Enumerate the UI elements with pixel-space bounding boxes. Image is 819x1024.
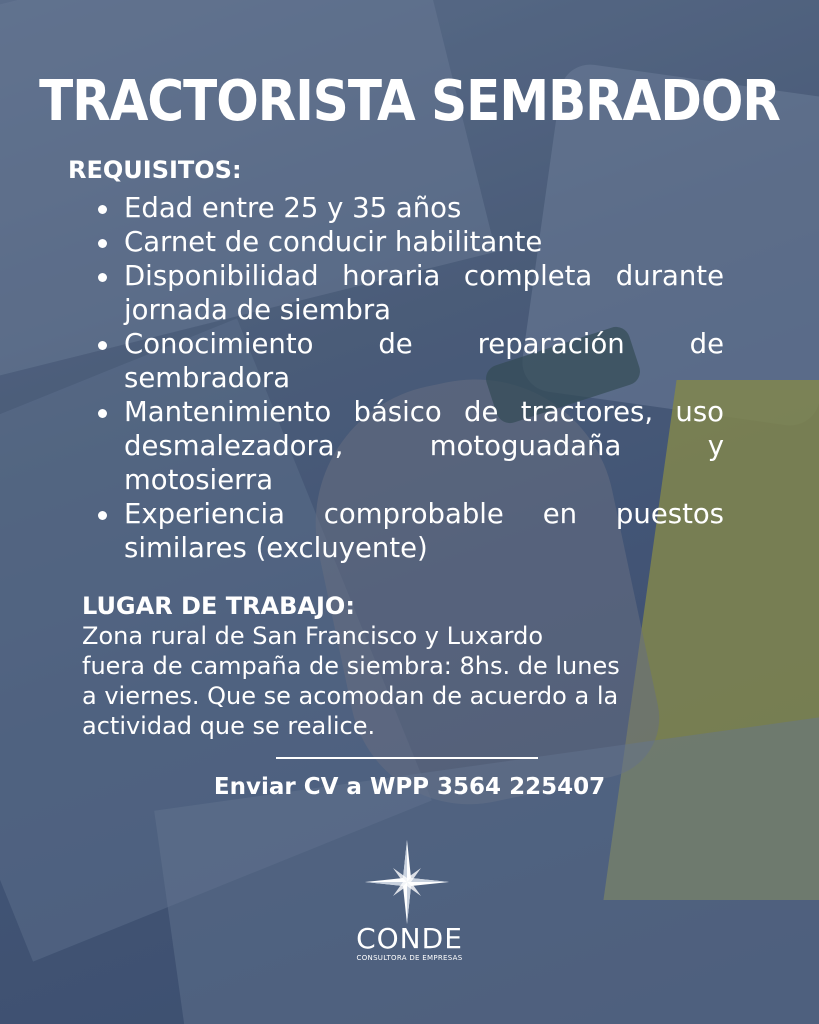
divider-line xyxy=(276,757,538,759)
contact-text: Enviar CV a WPP 3564 225407 xyxy=(213,774,606,800)
requirement-item: Edad entre 25 y 35 años xyxy=(98,191,724,225)
logo-subtitle: CONSULTORA DE EMPRESAS xyxy=(356,954,463,962)
logo-name: CONDE xyxy=(356,922,463,955)
requirement-item: Conocimiento de reparación de sembradora xyxy=(98,327,724,395)
requirement-item: Experiencia comprobable en puestos similares (excluyente) xyxy=(98,497,724,565)
workplace-line: actividad que se realice. xyxy=(82,712,376,740)
requirements-list xyxy=(98,191,724,565)
requirement-item: Mantenimiento básico de tractores, uso desmalezadora, motoguadaña y motosierra xyxy=(98,395,724,497)
requirements-label: REQUISITOS: xyxy=(68,156,242,184)
workplace-line: Zona rural de San Francisco y Luxardo xyxy=(82,622,544,650)
requirement-item: Carnet de conducir habilitante xyxy=(98,225,724,259)
requirement-item: Disponibilidad horaria completa durante jornada de siembra xyxy=(98,259,724,327)
workplace-text xyxy=(82,621,762,741)
job-title: TRACTORISTA SEMBRADOR xyxy=(39,68,780,134)
workplace-line: fuera de campaña de siembra: 8hs. de lunes xyxy=(82,652,620,680)
workplace-line: a viernes. Que se acomodan de acuerdo a la xyxy=(82,682,619,710)
compass-star-icon xyxy=(365,840,449,924)
workplace-label: LUGAR DE TRABAJO: xyxy=(82,592,355,620)
